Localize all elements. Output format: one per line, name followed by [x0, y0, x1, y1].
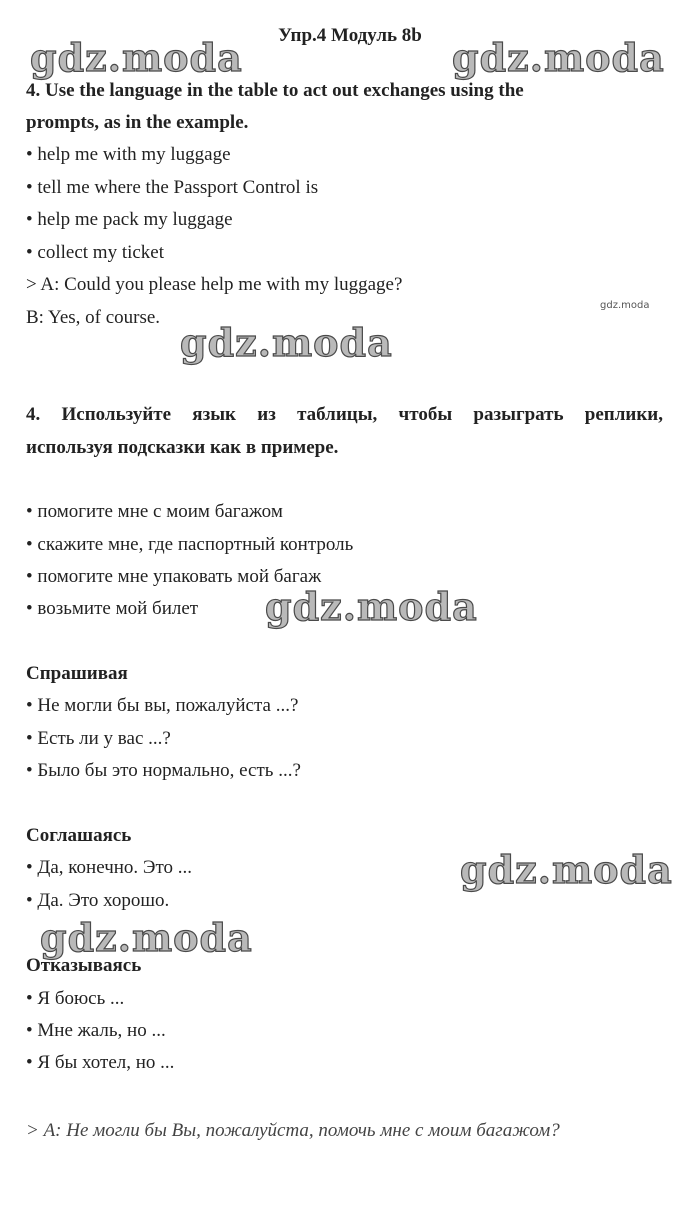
watermark-logo: gdz.moda [40, 915, 253, 960]
english-prompt-1: • help me with my luggage [26, 144, 231, 165]
russian-prompt-1: • помогите мне с моим багажом [26, 501, 283, 522]
watermark-logo: gdz.moda [265, 584, 478, 629]
agreeing-item-1: • Да, конечно. Это ... [26, 857, 193, 878]
refusing-item-3: • Я бы хотел, но ... [26, 1052, 175, 1073]
refusing-item-1: • Я боюсь ... [26, 988, 125, 1009]
asking-item-3: • Было бы это нормально, есть ...? [26, 760, 301, 781]
russian-example-a: > А: Не могли бы Вы, пожалуйста, помочь мне с моим багажом? [26, 1120, 560, 1141]
russian-prompt-3: • помогите мне упаковать мой багаж [26, 566, 322, 587]
asking-item-2: • Есть ли у вас ...? [26, 728, 171, 749]
english-example-b: B: Yes, of course. [26, 307, 161, 328]
watermark-small: gdz.moda [600, 300, 650, 311]
russian-prompt-2: • скажите мне, где паспортный контроль [26, 534, 354, 555]
english-instruction-line2: prompts, as in the example. [26, 112, 249, 133]
english-instruction-line1: 4. Use the language in the table to act out exchanges using the [26, 80, 524, 101]
watermark-logo: gdz.moda [180, 320, 393, 365]
russian-instruction-line1: 4. Используйте язык из таблицы, чтобы разыграть реплики, [26, 404, 663, 425]
refusing-heading: Отказываясь [26, 955, 142, 976]
russian-prompt-4: • возьмите мой билет [26, 598, 199, 619]
asking-heading: Спрашивая [26, 663, 128, 684]
agreeing-item-2: • Да. Это хорошо. [26, 890, 170, 911]
asking-item-1: • Не могли бы вы, пожалуйста ...? [26, 695, 299, 716]
agreeing-heading: Соглашаясь [26, 825, 132, 846]
english-prompt-3: • help me pack my luggage [26, 209, 233, 230]
russian-instruction-line2: используя подсказки как в примере. [26, 437, 339, 458]
page-title: Упр.4 Модуль 8b [278, 25, 422, 46]
watermark-logo: gdz.moda [460, 847, 673, 892]
english-example-a: > A: Could you please help me with my luggage? [26, 274, 403, 295]
watermark-logo: gdz.moda [452, 35, 665, 80]
refusing-item-2: • Мне жаль, но ... [26, 1020, 166, 1041]
english-prompt-4: • collect my ticket [26, 242, 165, 263]
english-prompt-2: • tell me where the Passport Control is [26, 177, 319, 198]
watermark-logo: gdz.moda [30, 35, 243, 80]
